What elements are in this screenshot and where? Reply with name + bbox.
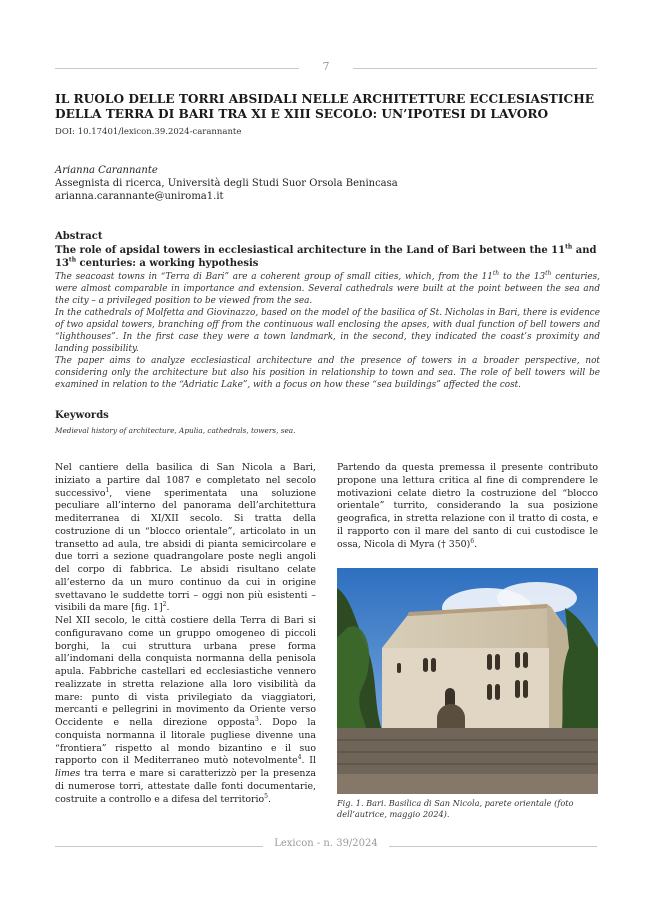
abstract-paragraph-2: In the cathedrals of Molfetta and Giovinazzo, based on the model of the basilica of St. Nicholas in Bari, there is evidence of two apsidal towers, branching off from the continuous wall enclosing the apses, with dual function of bell towers and “lighthouses”. In the first case they were a town landmark, in the second, they indicated the coast’s proximity and landing possibility. — [55, 308, 600, 354]
body-column-right — [337, 462, 598, 551]
page-footer — [55, 838, 597, 854]
page-number: 7 — [322, 60, 330, 73]
basilica-photo — [337, 568, 598, 794]
abstract-body — [55, 271, 600, 391]
journal-issue: Lexicon - n. 39/2024 — [274, 838, 378, 849]
footnote-ref[interactable]: 2 — [162, 601, 167, 609]
body-column-left — [55, 462, 316, 806]
author-affiliation: Assegnista di ricerca, Università degli Studi Suor Orsola Benincasa — [55, 178, 398, 189]
footer-rule-left — [55, 846, 263, 847]
author-email[interactable]: arianna.carannante@uniroma1.it — [55, 191, 224, 202]
abstract-heading: Abstract — [55, 231, 103, 242]
footnote-ref[interactable]: 5 — [264, 792, 268, 800]
keywords-heading: Keywords — [55, 410, 109, 421]
author-name: Arianna Carannante — [55, 165, 158, 176]
header-rule-left — [55, 68, 299, 69]
footer-rule-right — [389, 846, 597, 847]
page-header — [55, 60, 597, 76]
footnote-ref[interactable]: 4 — [297, 754, 302, 762]
article-title: IL RUOLO DELLE TORRI ABSIDALI NELLE ARCHITETTURE ECCLESIASTICHE DELLA TERRA DI BARI TRA XI E XIII SECOLO: UN’IPOTESI DI LAVORO — [55, 92, 595, 121]
body-paragraph-3: Partendo da questa premessa il presente contributo propone una lettura critica al fine di comprendere le motivazioni celate dietro la costruzione del “blocco orientale” turrito, considerando la sua posizione geografica, in stretta relazione con il tratto di costa, e il rapporto con il mare del santo di cui custodisce le ossa, Nicola di Myra († 350)$^6$. — [337, 462, 598, 550]
abstract-title: The role of apsidal towers in ecclesiastical architecture in the Land of Bari between the 11th and 13th centuries: a working hypothesis — [55, 243, 597, 269]
abstract-paragraph-1: The seacoast towns in “Terra di Bari” are a coherent group of small cities, which, from the 11th to the 13th centuries, were almost comparable in importance and extension. Several cathedrals were built at the point between the sea and the city – a privileged position to be viewed from the sea. — [55, 270, 600, 306]
abstract-paragraph-3: The paper aims to analyze ecclesiastical architecture and the presence of towers in a broader perspective, not considering only the architecture but also his position in relationship to town and sea. The role of bell towers will be examined in relation to the “Adriatic Lake”, with a focus on how these “sea buildings” affected the cost. — [55, 356, 600, 390]
footnote-ref[interactable]: 6 — [470, 537, 475, 545]
figure-caption: Fig. 1. Bari. Basilica di San Nicola, parete orientale (foto dell’autrice, maggio 2024). — [337, 798, 574, 819]
keywords-text: Medieval history of architecture, Apulia, cathedrals, towers, sea. — [55, 426, 296, 435]
doi-link[interactable]: DOI: 10.17401/lexicon.39.2024-carannante — [55, 127, 242, 137]
body-paragraph-2: Nel XII secolo, le città costiere della Terra di Bari si configuravano come un gruppo omogeneo di piccoli borghi, la cui struttura urbana prese forma all’indomani della conquista normanna della penisola apula. Fabbriche castellari ed ecclesiastiche vennero realizzate in stretta relazione alla loro visibilità da mare: punto di vista privilegiato da viaggiatori, mercanti e pellegrini in movimento da Oriente verso Occidente e nella direzione opposta$^3$. Dopo la conquista normanna il litorale pugliese divenne una “frontiera” rispetto al mondo bizantino e il suo rapporto con il Mediterraneo mutò notevolmente$^4$. Il limes tra terra e mare si caratterizzò per la presenza di numerose torri, attestate dalle fonti documentarie, costruite a controllo e a difesa del territorio$^5$. — [55, 615, 316, 805]
footnote-ref[interactable]: 3 — [255, 715, 259, 723]
body-paragraph-1: Nel cantiere della basilica di San Nicola a Bari, iniziato a partire dal 1087 e completato nel secolo successivo$^1$, viene sperimentata una soluzione peculiare all’interno del panorama dell’architettura mediterranea di XI/XII secolo. Si tratta della costruzione di un “blocco orientale”, articolato in un transetto ad aula, tre absidi di pianta semicircolare e due torri a sezione quadrangolare poste negli angoli del corpo di fabbrica. Le absidi risultano celate all’esterno da un muro continuo da cui in origine svettavano le suddette torri – oggi non più esistenti – visibili da mare [fig. 1]$^2$. — [55, 462, 316, 614]
header-rule-right — [353, 68, 597, 69]
footnote-ref[interactable]: 1 — [105, 486, 110, 494]
